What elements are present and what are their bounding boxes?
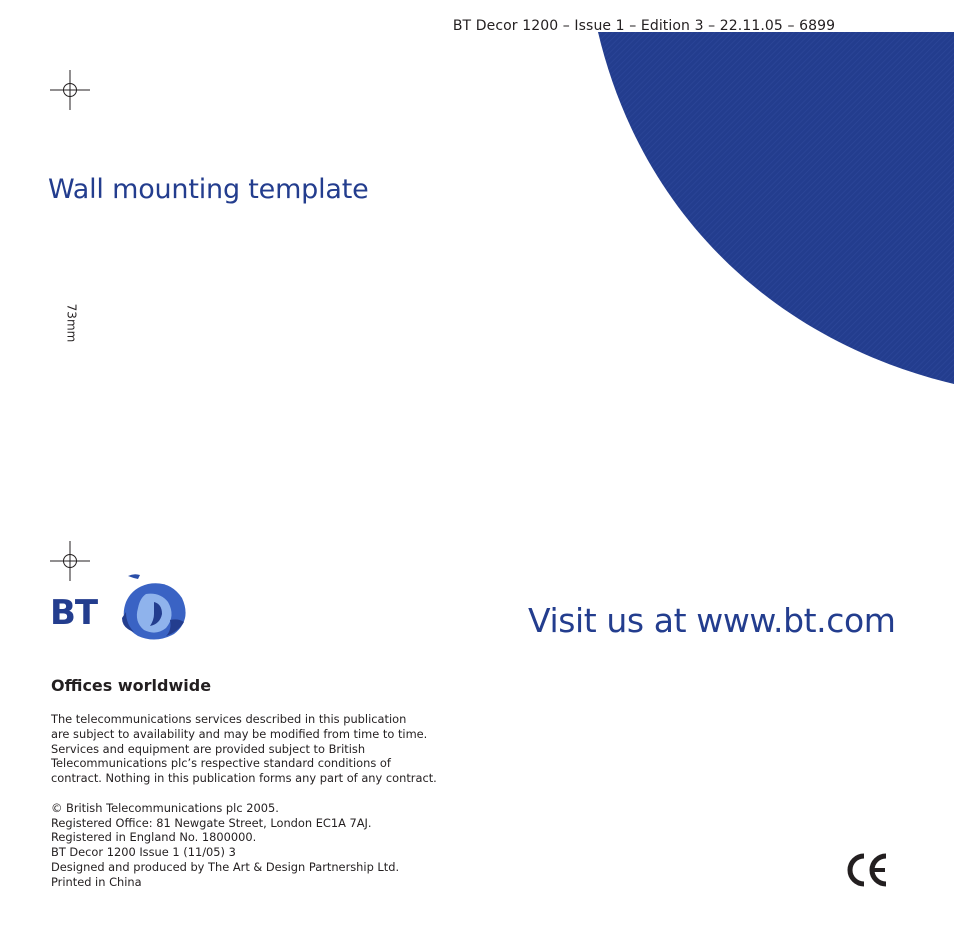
registration-line: Designed and produced by The Art & Design Partnership Ltd.	[51, 859, 400, 874]
measurement-label: 73mm	[64, 303, 79, 343]
bt-logo	[50, 572, 190, 648]
crosshair-icon	[50, 70, 90, 110]
template-title: Wall mounting template	[48, 174, 369, 205]
notice-line: Telecommunications plc’s respective standard conditions of	[51, 756, 391, 771]
registration-line: BT Decor 1200 Issue 1 (11/05) 3	[51, 845, 236, 860]
visit-website-text: Visit us at www.bt.com	[528, 601, 896, 640]
notice-line: are subject to availability and may be modified from time to time.	[51, 726, 428, 741]
registration-line: Registered Office: 81 Newgate Street, London EC1A 7AJ.	[51, 815, 372, 830]
header-text: BT Decor 1200 – Issue 1 – Edition 3 – 22.11.05 – 6899	[452, 18, 836, 34]
registration-line: Registered in England No. 1800000.	[51, 830, 257, 845]
legal-text-block	[51, 712, 437, 890]
notice-line: contract. Nothing in this publication forms any part of any contract.	[51, 771, 437, 786]
document-header	[0, 18, 954, 34]
registration-line: © British Telecommunications plc 2005.	[51, 800, 279, 815]
globe-icon	[122, 574, 186, 639]
notice-line: Services and equipment are provided subject to British	[51, 741, 366, 756]
notice-line: The telecommunications services described in this publication	[51, 712, 407, 726]
ce-mark-icon	[846, 852, 892, 888]
registration-line: Printed in China	[51, 874, 142, 889]
offices-heading: Offices worldwide	[51, 676, 212, 695]
logo-text: BT	[50, 593, 98, 633]
